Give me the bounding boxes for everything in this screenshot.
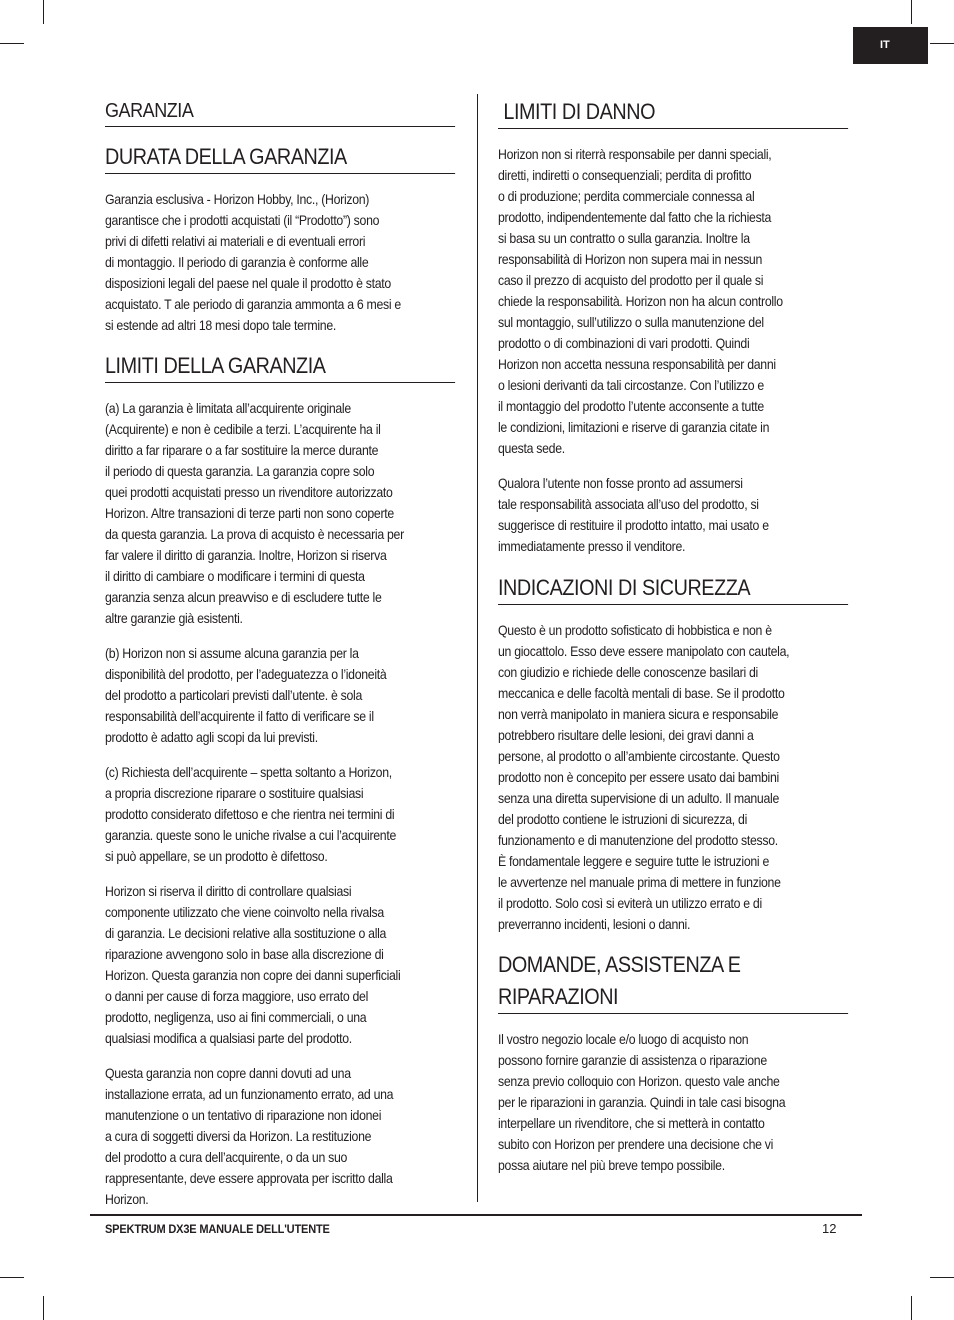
paragraph-danno-2: Qualora l’utente non fosse pronto ad assumersi tale responsabilità associata all’uso del prodotto, si suggerisce di restituire il prodotto intatto, mai usato e immediatamente presso il venditore. bbox=[498, 475, 769, 554]
crop-mark bbox=[911, 1296, 912, 1320]
paragraph-controllo: Horizon si riserva il diritto di controllare qualsiasi componente utilizzato che viene coinvolto nella rivalsa di garanzia. Le decisioni relative alla sostituzione o alla riparazione avvengono solo in base alla discrezione di Horizon. Questa garanzia non copre dei danni superficiali o danni per cause di forza maggiore, uso errato del prodotto, negligenza, uso ai fini commerciali, o una qualsiasi modifica a qualsiasi parte del prodotto. bbox=[105, 883, 401, 1046]
heading-domande: DOMANDE, ASSISTENZA E RIPARAZIONI bbox=[498, 949, 848, 1014]
heading-durata: DURATA DELLA GARANZIA bbox=[105, 141, 455, 174]
crop-mark bbox=[930, 43, 954, 44]
crop-mark bbox=[43, 0, 44, 24]
paragraph-limiti-b: (b) Horizon non si assume alcuna garanzia per la disponibilità del prodotto, per l’adeguatezza o l’idoneità del prodotto a particolari previsti dall’utente. è sola responsabilità dell’acquirente il fatto di verificare se il prodotto è adatto agli scopi da lui previsti. bbox=[105, 645, 387, 745]
page-number: 12 bbox=[822, 1221, 837, 1236]
crop-mark bbox=[930, 1277, 954, 1278]
paragraph-danno-1: Horizon non si riterrà responsabile per danni speciali, diretti, indiretti o consequenziali; perdita di profitto o di produzione; perdita commerciale connessa al prodotto, indipendentemente dal fatto che la richiesta si basa su un contratto o sulla garanzia. Inoltre la responsabilità di Horizon non supera mai in nessun caso il prezzo di acquisto del prodotto per il quale si chiede la responsabilità. Horizon non ha alcun controllo sul montaggio, sull’utilizzo o sulla manutenzione del prodotto o di combinazioni di vari prodotti. Quindi Horizon non accetta nessuna responsabilità per danni o lesioni derivanti da tali circostanze. Con l’utilizzo e il montaggio del prodotto l’utente acconsente a tutte le condizioni, limitazioni e riserve di garanzia citate in questa sede. bbox=[498, 146, 783, 456]
paragraph-durata: Garanzia esclusiva - Horizon Hobby, Inc., (Horizon) garantisce che i prodotti acquistati (il “Prodotto”) sono privi di difetti relativi ai materiali e di eventuali errori di montaggio. Il periodo di garanzia è conforme alle disposizioni legali del paese nel quale il prodotto è stato acquistato. T ale periodo di garanzia ammonta a 6 mesi e si estende ad altri 18 mesi dopo tale termine. bbox=[105, 191, 401, 333]
language-tab: IT bbox=[853, 27, 928, 64]
heading-sicurezza: INDICAZIONI DI SICUREZZA bbox=[498, 572, 848, 605]
paragraph-limiti-c: (c) Richiesta dell’acquirente – spetta soltanto a Horizon, a propria discrezione riparare o sostituire qualsiasi prodotto considerato difettoso e che rientra nei termini di garanzia. queste sono le uniche rivalse a cui l’acquirente si può appellare, se un prodotto è difettoso. bbox=[105, 764, 397, 864]
right-column bbox=[498, 96, 848, 1176]
heading-limiti-danno: LIMITI DI DANNO bbox=[498, 96, 848, 129]
crop-mark bbox=[0, 43, 24, 44]
paragraph-limiti-a: (a) La garanzia è limitata all’acquirente originale (Acquirente) e non è cedibile a terzi. L’acquirente ha il diritto a far riparare o a far sostituire la merce durante il periodo di questa garanzia. La garanzia copre solo quei prodotti acquistati presso un rivenditore autorizzato Horizon. Altre transazioni di terze parti non sono coperte da questa garanzia. La prova di acquisto è necessaria per far valere il diritto di garanzia. Inoltre, Horizon si riserva il diritto di cambiare o modificare i termini di questa garanzia senza alcun preavviso e di escludere tutte le altre garanzie già esistenti. bbox=[105, 400, 404, 626]
footer-title: SPEKTRUM DX3E MANUALE DELL'UTENTE bbox=[105, 1222, 330, 1236]
paragraph-esclusioni: Questa garanzia non copre danni dovuti ad una installazione errata, ad un funzionamento errato, ad una manutenzione o un tentativo di riparazione non idonei a cura di soggetti diversi da Horizon. La restituzione del prodotto a cura dell’acquirente, o da un suo rappresentante, deve essere approvata per iscritto dalla Horizon. bbox=[105, 1065, 394, 1207]
footer-rule bbox=[90, 1214, 862, 1216]
crop-mark bbox=[911, 0, 912, 24]
column-divider bbox=[477, 94, 478, 1202]
heading-garanzia: GARANZIA bbox=[105, 96, 455, 127]
left-column bbox=[105, 96, 455, 1210]
heading-limiti-garanzia: LIMITI DELLA GARANZIA bbox=[105, 350, 455, 383]
paragraph-domande: Il vostro negozio locale e/o luogo di acquisto non possono fornire garanzie di assistenza o riparazione senza previo colloquio con Horizon. questo vale anche per le riparazioni in garanzia. Quindi in tale casi bisogna interpellare un rivenditore, che si metterà in contatto subito con Horizon per prendere una decisione che vi possa aiutare nel più breve tempo possibile. bbox=[498, 1031, 786, 1173]
crop-mark bbox=[43, 1296, 44, 1320]
paragraph-sicurezza: Questo è un prodotto sofisticato di hobbistica e non è un giocattolo. Esso deve essere manipolato con cautela, con giudizio e richiede delle conoscenze basilari di meccanica e delle facoltà mentali di base. Se il prodotto non verrà manipolato in maniera sicura e responsabile potrebbero risultare delle lesioni, dei gravi danni a persone, al prodotto o all’ambiente circostante. Questo prodotto non è concepito per essere usato dai bambini senza una diretta supervisione di un adulto. Il manuale del prodotto contiene le istruzioni di sicurezza, di funzionamento e di manutenzione del prodotto stesso. È fondamentale leggere e seguire tutte le istruzioni e le avvertenze nel manuale prima di mettere in funzione il prodotto. Solo così si eviterà un utilizzo errato e di preverranno incidenti, lesioni o danni. bbox=[498, 622, 790, 932]
crop-mark bbox=[0, 1277, 24, 1278]
